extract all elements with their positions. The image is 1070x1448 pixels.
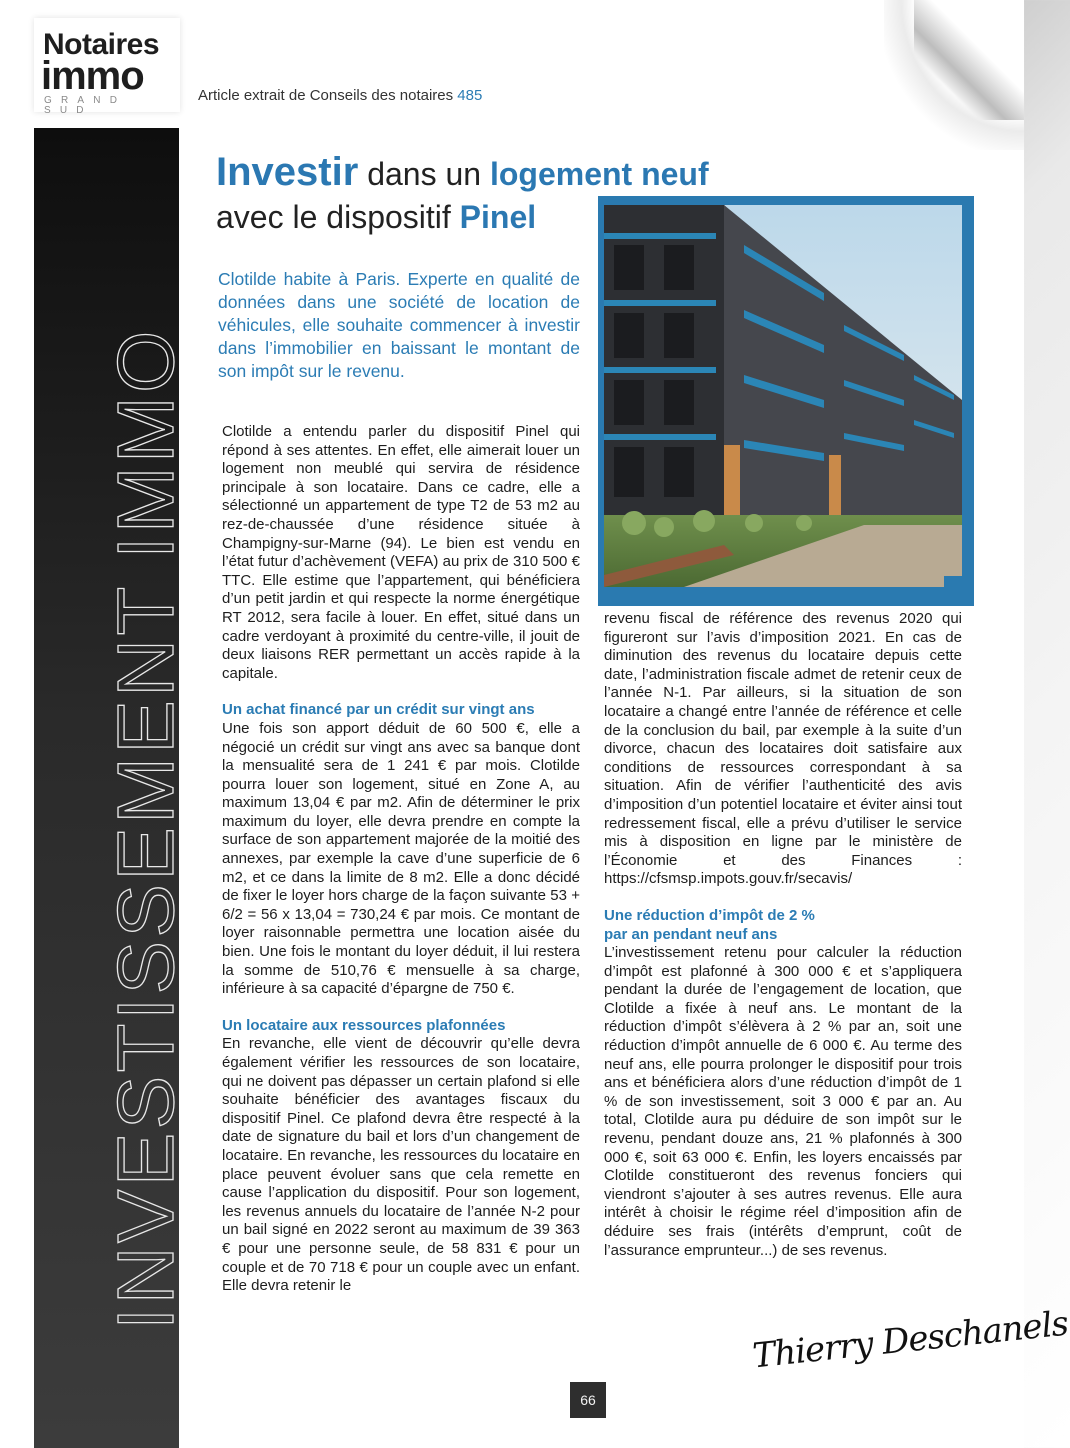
article-source-text: Article extrait de Conseils des notaires xyxy=(198,87,454,104)
page-title-line-2 xyxy=(216,195,536,239)
issue-number: 485 xyxy=(457,87,483,104)
article-source xyxy=(198,87,482,104)
heading-reduction-line-1: Une réduction d’impôt de 2 % xyxy=(604,906,815,924)
sidebar-label: INVESTISSEMENT IMMO xyxy=(101,327,190,1330)
right-column xyxy=(604,610,962,1260)
heading-reduction-line-2: par an pendant neuf ans xyxy=(604,925,778,943)
right-paragraph-1: revenu fiscal de référence des revenus 2020 qui figureront sur l’avis d’imposition 2021. En cas de diminution des revenus du locataire depuis cette date, l’administration fiscale admet de retenir ceux de l’année N-1. Par ailleurs, si la situation de son locataire a changé entre l’année de référence et celle de la conclusion du bail, par exemple à la suite d’un divorce, chacun des locataires doit satisfaire aux conditions de ressources correspondant à sa situation. Afin de vérifier l’authenticité des avis d’imposition d’un potentiel locataire et éviter ainsi tout redressement fiscal, elle a prévu d’utiliser le service mis à disposition en ligne par le ministère de l’Économie et des Finances : https://cfsmsp.impots.gouv.fr/secavis/ xyxy=(604,610,962,888)
title-word-logement-neuf: logement neuf xyxy=(489,156,709,192)
title-word-dans-un: dans un xyxy=(358,156,490,192)
intro-paragraph: Clotilde habite à Paris. Experte en qualité de données dans une société de location de véhicules, elle souhaite commencer à investir dans l’immobilier en baissant le montant de son impôt sur le revenu. xyxy=(218,269,580,381)
left-paragraph-2: Une fois son apport déduit de 60 500 €, elle a négocié un crédit sur vingt ans avec sa banque dont la mensualité sera de 1 241 € par mois. Clotilde pourra louer son logement, situé en Zone A, au maximum 13,04 € par m2. Afin de déterminer le prix maximum du loyer, elle devra prendre en compte la surface de son appartement majorée de la moitié des annexes, par exemple la cave d’une superficie de 6 m2, et ce dans la limite de 8 m2. Elle a donc décidé de fixer le loyer hors charge de la façon suivante 53 + 6/2 = 56 x 13,04 = 730,24 € par mois. Ce montant de loyer raisonnable permettra une location aisée du bien. Une fois le montant du loyer déduit, il lui restera la somme de 510,76 € mensuelle à sa charge, inférieure à sa capacité d’épargne de 750 €. xyxy=(222,719,580,998)
heading-locataire: Un locataire aux ressources plafonnées xyxy=(222,1016,506,1034)
right-paragraph-2: L’investissement retenu pour calculer la réduction d’impôt est plafonné à 300 000 € et s’appliquera pendant la durée de l’engagement de location, que Clotilde a fixée à neuf ans. Le montant de la réduction d’impôt s’élèvera à 2 % par an, soit une réduction d’impôt annuelle de 6 000 €. Au terme des neuf ans, elle pourra prolonger le dispositif pour trois ans et bénéficiera alors d’une réduction d’impôt de 1 % de son investissement, soit 3 000 € par an. Au total, Clotilde aura pu déduire de son impôt sur le revenu, pendant douze ans, 21 % plafonnés à 300 000 €, soit 63 000 €. Enfin, les loyers encaissés par Clotilde constitueront des revenus fonciers qui viendront s’ajouter à ses autres revenus. Elle aura intérêt à choisir le régime réel d’imposition afin de déduire ses frais (intérêts d’emprunt, coût de l’assurance emprunteur...) de ses revenus. xyxy=(604,944,962,1259)
page-number: 66 xyxy=(570,1382,606,1418)
logo-line-3: GRAND SUD xyxy=(44,95,127,116)
logo-line-2: immo xyxy=(41,54,144,98)
page-curl xyxy=(914,0,1024,120)
left-paragraph-3: En revanche, elle vient de découvrir qu’elle devra également vérifier les ressources de son locataire, qui ne doivent pas dépasser un certain plafond si elle souhaite bénéficier des avantages fiscaux du dispositif Pinel. Ce plafond devra être respecté à la date de signature du bail et lors d’un changement de locataire. En revanche, les ressources du locataire en place peuvent évoluer sans que cela remette en cause l’application du dispositif. Pour son logement, les revenus annuels du locataire de l’année N-2 pour un bail signé en 2022 seront au maximum de 39 363 € pour une personne seule, de 58 831 € pour un couple et de 70 718 € pour un couple avec un enfant. Elle devra retenir le xyxy=(222,1035,580,1295)
author-signature: Thierry Deschanels xyxy=(750,1303,1070,1377)
logo-line-1: Notaires xyxy=(43,28,160,61)
left-column xyxy=(222,423,580,1296)
left-paragraph-1: Clotilde a entendu parler du dispositif Pinel qui répond à ses attentes. En effet, elle aimerait louer un logement non meublé qui servira de résidence principale à son locataire. Dans ce cadre, elle a sélectionné un appartement de type T2 de 53 m2 au rez-de-chaussée d’une résidence située à Champigny-sur-Marne (94). Le bien est vendu en l’état futur d’achèvement (VEFA) au prix de 310 500 € TTC. Elle estime que l’appartement, qui bénéficiera d’un petit jardin et qui respecte la norme énergétique RT 2012, sera facile à louer. En effet, situé dans un cadre verdoyant à proximité du centre-ville, il jouit de deux liaisons RER permettant un accès rapide à la capitale. xyxy=(222,423,580,682)
photo-corner-accent xyxy=(944,576,974,602)
heading-credit: Un achat financé par un crédit sur vingt ans xyxy=(222,701,535,719)
title-word-avec: avec le dispositif xyxy=(216,199,460,235)
title-word-pinel: Pinel xyxy=(459,199,537,235)
building-photo xyxy=(604,205,962,587)
page-title-line-1 xyxy=(216,148,709,198)
logo xyxy=(34,18,180,116)
title-word-investir: Investir xyxy=(216,150,359,194)
